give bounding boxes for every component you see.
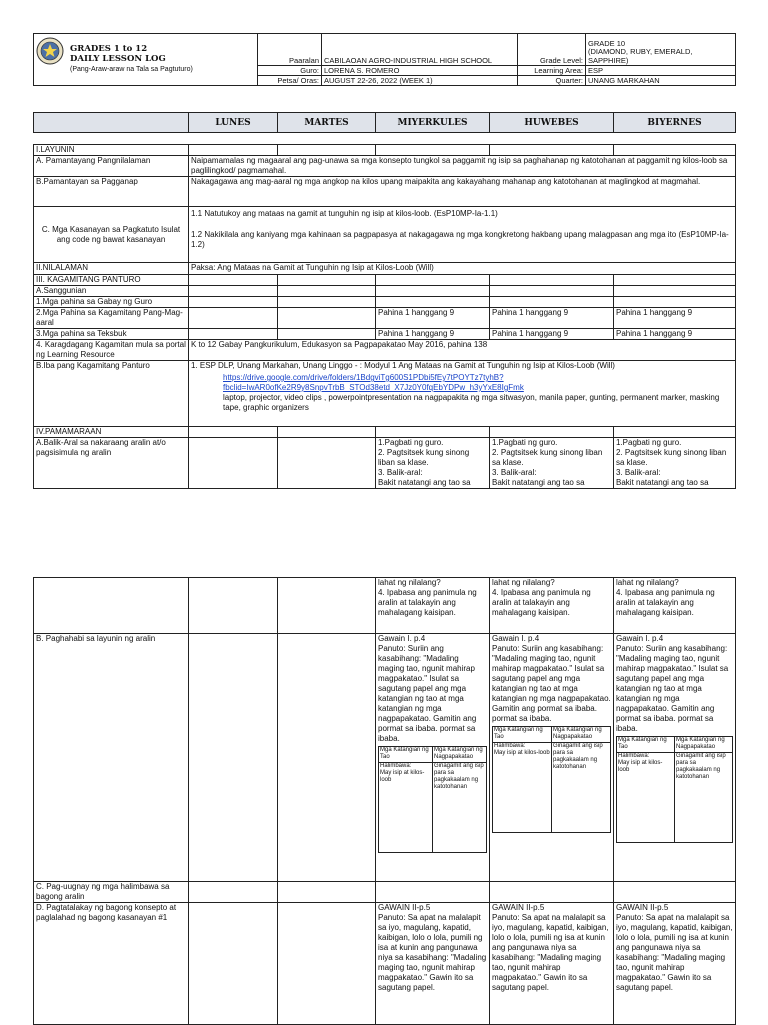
balik-biyernes: 1.Pagbati ng guro. 2. Pagtsitsek kung sinong liban sa klase. 3. Balik-aral: Bakit natatangi ang tao sa — [614, 438, 736, 489]
value-grade-level: GRADE 10 (DIAMOND, RUBY, EMERALD, SAPPHIRE) — [586, 34, 736, 66]
drive-link[interactable] — [223, 373, 524, 392]
row-label-paghahabi: B. Paghahabi sa layunin ng aralin — [34, 634, 189, 882]
lesson-table-page-1 — [33, 144, 736, 489]
row-label-kagamitang: 2.Mga Pahina sa Kagamitang Pang-Mag-aaral — [34, 308, 189, 329]
gawain1-text: Gawain I. p.4 Panuto: Suriin ang kasabihang: "Madaling maging tao, ngunit mahirap magpakatao." Isulat sa sagutang papel ang mga katangian ng tao at mga katangian ng mga nagpapakatao. Gamitin ang pormat sa ibaba. pormat sa ibaba. — [492, 634, 611, 723]
teksbuk-miyerkules: Pahina 1 hanggang 9 — [376, 329, 490, 340]
row-label-balik-aral: A.Balik-Aral sa nakaraang aralin at/o pagsisimula ng aralin — [34, 438, 189, 489]
day-header-blank — [34, 113, 189, 133]
gawain1-miyerkules — [376, 634, 490, 882]
row-label-karagdagan: 4. Karagdagang Kagamitan mula sa portal ng Learning Resource — [34, 340, 189, 361]
row-label-teksbuk: 3.Mga pahina sa Teksbuk — [34, 329, 189, 340]
cont-miyerkules: lahat ng nilalang? 4. Ipabasa ang panimula ng aralin at talakayin ang mahalagang kaisipan. — [376, 578, 490, 634]
day-lunes: LUNES — [189, 113, 278, 133]
pormat-table — [616, 736, 733, 843]
row-text-karagdagan: K to 12 Gabay Pangkurikulum, Edukasyon sa Pagpapakatao May 2016, pahina 138 — [189, 340, 736, 361]
gawain1-huwebes — [490, 634, 614, 882]
value-paaralan: CABILAOAN AGRO-INDUSTRIAL HIGH SCHOOL — [322, 34, 518, 66]
gawain1-text: Gawain I. p.4 Panuto: Suriin ang kasabihang: "Madaling maging tao, ngunit mahirap magpakatao." Isulat sa sagutang papel ang mga katangian ng tao at mga katangian ng mga nagpapakatao. Gamitin ang pormat sa ibaba. pormat sa ibaba. — [616, 634, 729, 733]
row-text-iba — [189, 361, 736, 427]
value-learning-area: ESP — [586, 66, 736, 76]
pormat-cell-nagpapakatao: Ginagamit ang isip para sa pagkakaalam ng katotohanan — [552, 743, 611, 833]
gawain2-miyerkules: GAWAIN II-p.5 Panuto: Sa apat na malalapit sa iyo, magulang, kapatid, kaibigan, lolo o lola, pumili ng isa at kunin ang pangunawa niya sa kasabihang: "Madaling maging tao, ngunit mahirap magpakatao." Gawin ito sa sagutang papel. — [376, 903, 490, 1025]
value-petsa: AUGUST 22-26, 2022 (WEEK 1) — [322, 76, 518, 86]
row-label-sanggunian: A.Sanggunian — [34, 286, 189, 297]
teksbuk-biyernes: Pahina 1 hanggang 9 — [614, 329, 736, 340]
balik-miyerkules: 1.Pagbati ng guro. 2. Pagtsitsek kung sinong liban sa klase. 3. Balik-aral: Bakit natatangi ang tao sa — [376, 438, 490, 489]
row-label-pagganap: B.Pamantayan sa Pagganap — [34, 177, 189, 207]
section-kagamitan: III. KAGAMITANG PANTURO — [34, 275, 189, 286]
page-gap — [0, 484, 768, 576]
value-guro: LORENA S. ROMERO — [322, 66, 518, 76]
iba-text-2: laptop, projector, video clips , powerpointpresentation na nagpapakita ng mga sitwasyon, manila paper, gunting, permanent marker, masking tape, graphic organizers — [223, 393, 720, 412]
label-grade-level: Grade Level: — [518, 34, 586, 66]
teksbuk-huwebes: Pahina 1 hanggang 9 — [490, 329, 614, 340]
gawain2-huwebes: GAWAIN II-p.5 Panuto: Sa apat na malalapit sa iyo, magulang, kapatid, kaibigan, lolo o lola, pumili ng isa at kunin ang pangunawa niya sa kasabihang: "Madaling maging tao, ngunit mahirap magpakatao." Gawin ito sa sagutang papel. — [490, 903, 614, 1025]
pahina-miyerkules: Pahina 1 hanggang 9 — [376, 308, 490, 329]
cont-biyernes: lahat ng nilalang? 4. Ipabasa ang panimula ng aralin at talakayin ang mahalagang kaisipan. — [614, 578, 736, 634]
row-label-pagtatalakay: D. Pagtatalakay ng bagong konsepto at paglalahad ng bagong kasanayan #1 — [34, 903, 189, 1025]
pormat-cell-tao: Halimbawa: May isip at kilos-loob — [617, 753, 675, 843]
pormat-header-tao: Mga Katangian ng Tao — [379, 747, 433, 763]
drive-link-line-1: https://drive.google.com/drive/folders/1BdgviTg600S1PDbi5fEy7tPOYTz7tyhB? — [223, 373, 504, 382]
header-table — [33, 33, 736, 86]
row-text-pangnilalaman: Naipamamalas ng magaaral ang pag-unawa sa mga konsepto tungkol sa paggamit ng isip sa paghahanap ng katotohanan at paggamit ng kilos-loob sa paglilingkod/ pagmamahal. — [189, 156, 736, 177]
pormat-cell-nagpapakatao: Ginagamit ang isip para sa pagkakaalam ng katotohanan — [433, 763, 487, 853]
header-title-2: DAILY LESSON LOG — [70, 54, 166, 64]
label-paaralan: Paaralan — [258, 34, 322, 66]
drive-link-line-2: fbclid=IwAR0ofKe2R9y8SnpvTrbB_STOd38etd_X7Jz0Y0fqEbYDPw_h3yYxE8IgFmk — [223, 383, 524, 392]
pormat-table — [492, 726, 611, 833]
row-text-paksa: Paksa: Ang Mataas na Gamit at Tunguhin ng Isip at Kilos-Loob (Will) — [189, 263, 736, 275]
gawain1-biyernes — [614, 634, 736, 882]
iba-text-1: 1. ESP DLP, Unang Markahan, Unang Linggo - : Modyul 1 Ang Mataas na Gamit at Tunguhin ng Isip at Kilos-Loob (Will) — [191, 361, 615, 370]
header-title-1: GRADES 1 to 12 — [70, 44, 148, 54]
day-miyerkules: MIYERKULES — [376, 113, 490, 133]
day-martes: MARTES — [278, 113, 376, 133]
label-quarter: Quarter: — [518, 76, 586, 86]
pormat-header-tao: Mga Katangian ng Tao — [493, 727, 552, 743]
pormat-cell-tao: Halimbawa: May isip at kilos-loob — [379, 763, 433, 853]
pahina-huwebes: Pahina 1 hanggang 9 — [490, 308, 614, 329]
deped-seal-icon — [36, 37, 64, 65]
pormat-header-nagpapakatao: Mga Katangian ng Nagpapakatao — [675, 737, 733, 753]
row-label-paguugnay: C. Pag-uugnay ng mga halimbawa sa bagong aralin — [34, 882, 189, 903]
section-layunin: I.LAYUNIN — [34, 145, 189, 156]
label-learning-area: Learning Area: — [518, 66, 586, 76]
pormat-header-nagpapakatao: Mga Katangian ng Nagpapakatao — [552, 727, 611, 743]
section-pamamaraan: IV.PAMAMARAAN — [34, 427, 189, 438]
gawain2-biyernes: GAWAIN II-p.5 Panuto: Sa apat na malalapit sa iyo, magulang, kapatid, kaibigan, lolo o lola, pumili ng isa at kunin ang pangunawa niya sa kasabihang: "Madaling maging tao, ngunit mahirap magpakatao." Gawin ito sa sagutang papel. — [614, 903, 736, 1025]
row-text-pagganap: Nakagagawa ang mag-aaral ng mga angkop na kilos upang maipakita ang kakayahang mahanap ang katotohanan at maglingkod at magmahal. — [189, 177, 736, 207]
section-nilalaman: II.NILALAMAN — [34, 263, 189, 275]
balik-huwebes: 1.Pagbati ng guro. 2. Pagtsitsek kung sinong liban sa klase. 3. Balik-aral: Bakit natatangi ang tao sa — [490, 438, 614, 489]
row-text-kasanayan — [189, 207, 736, 263]
gawain1-text: Gawain I. p.4 Panuto: Suriin ang kasabihang: "Madaling maging tao, ngunit mahirap magpakatao." Isulat sa sagutang papel ang mga katangian ng tao at mga katangian ng mga nagpapakatao. Gamitin ang pormat sa ibaba. pormat sa ibaba. — [378, 634, 477, 743]
value-quarter: UNANG MARKAHAN — [586, 76, 736, 86]
pahina-biyernes: Pahina 1 hanggang 9 — [614, 308, 736, 329]
row-label-gabay: 1.Mga pahina sa Gabay ng Guro — [34, 297, 189, 308]
pormat-table — [378, 746, 487, 853]
row-label-pangnilalaman: A. Pamantayang Pangnilalaman — [34, 156, 189, 177]
header-subtitle: (Pang-Araw-araw na Tala sa Pagtuturo) — [70, 66, 193, 73]
pormat-cell-tao: Halimbawa: May isip at kilos-loob — [493, 743, 552, 833]
label-petsa: Petsa/ Oras: — [258, 76, 322, 86]
day-header-table — [33, 112, 736, 133]
day-huwebes: HUWEBES — [490, 113, 614, 133]
cont-huwebes: lahat ng nilalang? 4. Ipabasa ang panimula ng aralin at talakayin ang mahalagang kaisipan. — [490, 578, 614, 634]
pormat-header-tao: Mga Katangian ng Tao — [617, 737, 675, 753]
lesson-table-page-2 — [33, 577, 736, 1025]
day-biyernes: BIYERNES — [614, 113, 736, 133]
kasanayan-1: 1.1 Natutukoy ang mataas na gamit at tunguhin ng isip at kilos-loob. (EsP10MP-Ia-1.1) — [191, 209, 498, 218]
pormat-header-nagpapakatao: Mga Katangian ng Nagpapakatao — [433, 747, 487, 763]
header-title-cell — [34, 34, 258, 86]
pormat-cell-nagpapakatao: Ginagamit ang isip para sa pagkakaalam ng katotohanan — [675, 753, 733, 843]
row-label-kasanayan: C. Mga Kasanayan sa Pagkatuto Isulat ang code ng bawat kasanayan — [34, 207, 189, 263]
kasanayan-2: 1.2 Nakikilala ang kaniyang mga kahinaan sa pagpapasya at nakagagawa ng mga kongkretong hakbang upang malagpasan ang mga ito (EsP10MP-Ia-1.2) — [191, 230, 729, 249]
row-label-iba: B.Iba pang Kagamitang Panturo — [34, 361, 189, 427]
label-guro: Guro: — [258, 66, 322, 76]
